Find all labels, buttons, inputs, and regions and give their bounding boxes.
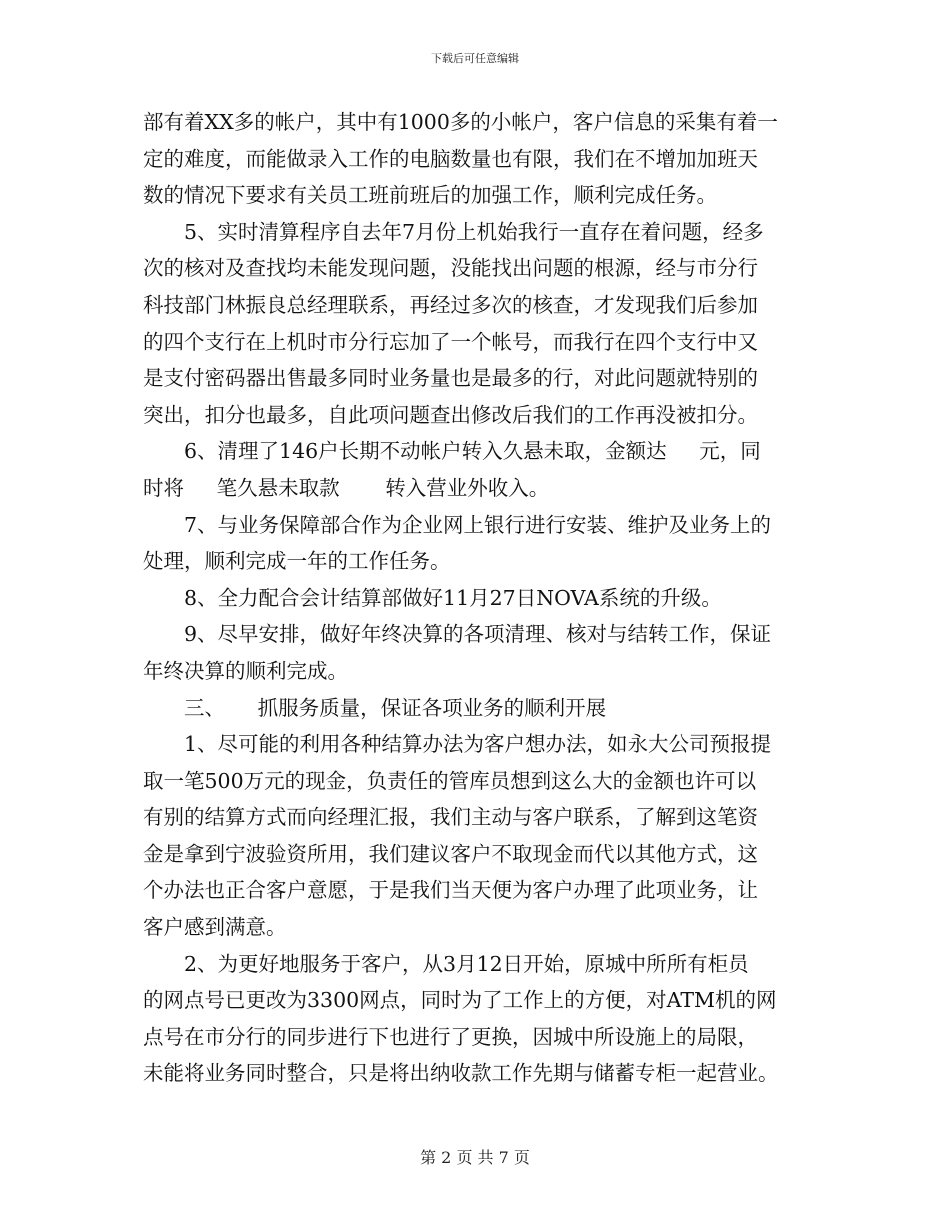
page-number: 第 2 页 共 7 页 (420, 1148, 530, 1167)
paragraph-line: 部有着XX多的帐户，其中有1000多的小帐户，客户信息的采集有着一 (143, 110, 778, 134)
document-body (143, 104, 811, 1092)
paragraph-line: 的网点号已更改为3300网点，同时为了工作上的方便，对ATM机的网 (143, 988, 777, 1013)
paragraph-line: 8、全力配合会计结算部做好11月27日NOVA系统的升级。 (184, 585, 722, 610)
paragraph-line: 有别的结算方式而向经理汇报，我们主动与客户联系，了解到这笔资 (143, 805, 758, 830)
paragraph-line: 5、实时清算程序自去年7月份上机始我行一直存在着问题，经多 (184, 219, 764, 244)
paragraph-line: 个办法也正合客户意愿，于是我们当天便为客户办理了此项业务，让 (143, 878, 758, 903)
paragraph-line: 次的核对及查找均未能发现问题，没能找出问题的根源，经与市分行 (143, 256, 758, 281)
paragraph-line: 数的情况下要求有关员工班前班后的加强工作，顺利完成任务。 (143, 183, 717, 208)
paragraph-line: 时将 笔久悬未取款 转入营业外收入。 (143, 475, 550, 500)
paragraph-line: 金是拿到宁波验资所用，我们建议客户不取现金而代以其他方式，这 (143, 841, 758, 866)
paragraph-line: 客户感到满意。 (143, 915, 287, 940)
paragraph-line: 年终决算的顺利完成。 (143, 658, 348, 683)
paragraph-line: 未能将业务同时整合，只是将出纳收款工作先期与储蓄专柜一起营业。 (143, 1061, 779, 1086)
page-header: 下载后可任意编辑 (431, 52, 519, 65)
paragraph-line: 取一笔500万元的现金，负责任的管库员想到这么大的金额也许可以 (143, 768, 757, 793)
paragraph-line: 6、清理了146户长期不动帐户转入久悬未取，金额达 元，同 (184, 439, 761, 464)
paragraph-line: 的四个支行在上机时市分行忘加了一个帐号，而我行在四个支行中又 (143, 329, 758, 354)
paragraph-line: 1、尽可能的利用各种结算办法为客户想办法，如永大公司预报提 (184, 732, 772, 757)
paragraph-line: 7、与业务保障部合作为企业网上银行进行安装、维护及业务上的 (184, 512, 772, 537)
paragraph-line: 处理，顺利完成一年的工作任务。 (143, 549, 451, 574)
paragraph-line: 点号在市分行的同步进行下也进行了更换，因城中所设施上的局限， (143, 1024, 758, 1049)
paragraph-line: 2、为更好地服务于客户，从3月12日开始，原城中所所有柜员 (184, 951, 749, 976)
paragraph-line: 科技部门林振良总经理联系，再经过多次的核查，才发现我们后参加 (143, 292, 758, 317)
section-heading: 三、 抓服务质量，保证各项业务的顺利开展 (184, 695, 607, 720)
paragraph-line: 9、尽早安排，做好年终决算的各项清理、核对与结转工作，保证 (184, 622, 772, 647)
paragraph-line: 是支付密码器出售最多同时业务量也是最多的行，对此问题就特别的 (143, 366, 758, 391)
paragraph-line: 突出，扣分也最多，自此项问题查出修改后我们的工作再没被扣分。 (143, 402, 758, 427)
paragraph-line: 定的难度，而能做录入工作的电脑数量也有限，我们在不增加加班天 (143, 146, 758, 171)
